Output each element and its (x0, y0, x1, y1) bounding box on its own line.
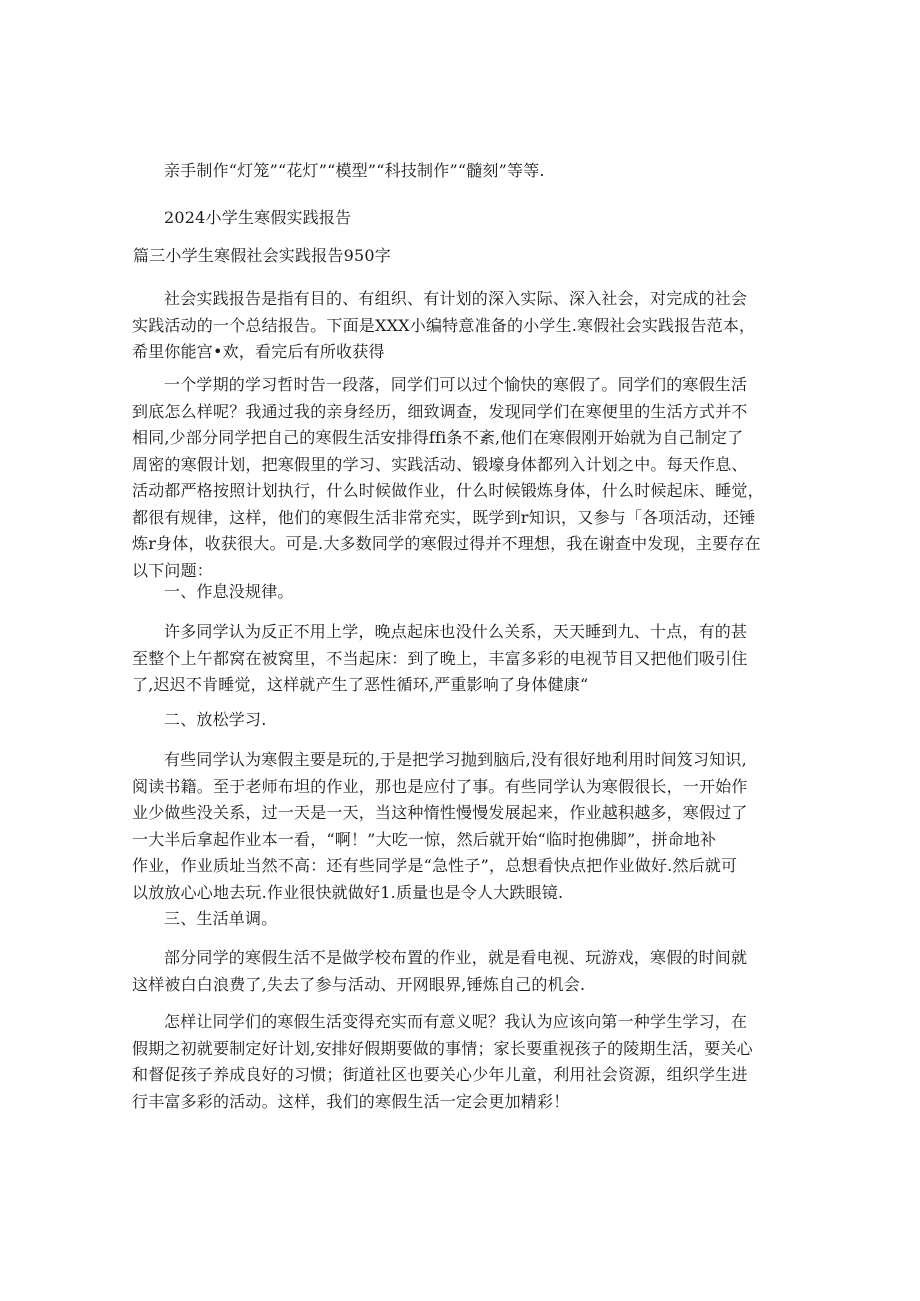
text-line: 至整个上午都窝在被窝里，不当起床：到了晚上，丰富多彩的电视节目又把他们吸引住 (132, 648, 748, 668)
text-line: 实践活动的一个总结报告。下面是XXX小编特意准备的小学生.寒假社会实践报告范本， (132, 315, 756, 335)
text-line: 作业，作业质址当然不高：还有些同学是“急性子”，总想看快点把作业做好.然后就可 (132, 856, 738, 875)
text-line: 阅读书籍。至于老师布坦的作业，那也是应付了事。有些同学认为寒假很长，一开始作 (132, 776, 748, 796)
paragraph-intro (132, 286, 792, 366)
text-line: 一大半后拿起作业本一看，“啊！”大吃一惊，然后就开始“临时抱佛脚”，拼命地补 (132, 829, 717, 849)
text-line: 篇三小学生寒假社会实践报告950字 (133, 246, 391, 265)
paragraph-conclusion (132, 1009, 792, 1115)
text-line: 一、作息没规律。 (164, 582, 294, 601)
text-line: 二、放松学习. (164, 710, 267, 729)
text-line: 炼r身体，收获很大。可是.大多数同学的寒假过得并不理想，我在谢查中发现，主要存在 (132, 534, 761, 553)
text-line: 业少做些没关系，过一天是一天，当这种惰性慢慢发展起来，作业越积越多，寒假过了 (132, 803, 748, 822)
text-line: 一个学期的学习哲时告一段落，同学们可以过个愉快的寒假了。同学们的寒假生活 (164, 375, 748, 394)
text-line: 行丰富多彩的活动。这样，我们的寒假生活一定会更加精彩！ (132, 1091, 570, 1111)
heading-problem-3 (164, 906, 792, 933)
text-line: 和督促孩子养成良好的习惯；街道社区也要关心少年儿童，利用社会资源，组织学生进 (132, 1065, 748, 1084)
heading-problem-1 (164, 579, 792, 606)
text-line: 部分同学的寒假生活不是做学校布置的作业，就是看电视、玩游戏，寒假的时间就 (164, 948, 748, 967)
paragraph-crafts (164, 158, 792, 185)
text-line: 相同,少部分同学把自己的寒假生活安排得ffi条不紊,他们在寒假刚开始就为自己制定了 (132, 428, 744, 447)
text-line: 活动都严格按照计划执行，什么时候做作业，什么时候锻炼身体，什么时候起床、睡觉， (132, 481, 764, 500)
section-title-report (164, 205, 792, 232)
text-line: 怎样让同学们的寒假生活变得充实而有意义呢？我认为应该向第一种学生学习，在 (164, 1012, 748, 1031)
text-line: 有些同学认为寒假主要是玩的,于是把学习抛到脑后,没有很好地利用时间笈习知识, (164, 750, 747, 769)
paragraph-problem-3 (132, 945, 792, 998)
paragraph-semester (132, 372, 792, 584)
paragraph-problem-1 (132, 619, 792, 699)
text-line: 社会实践报告是指有目的、有组织、有计划的深入实际、深入社会，对完成的社会 (164, 289, 748, 308)
text-line: 以下问题： (132, 560, 214, 580)
text-line: 周密的寒假计划，把寒假里的学习、实践活动、锻壕身体都列入计划之中。每天作息、 (132, 454, 748, 474)
text-line: 亲手制作“灯笼”“花灯”“模型”“科技制作”“髓刻”等等. (164, 161, 545, 180)
text-line: 许多同学认为反正不用上学，晚点起床也没什么关系，天天睡到九、十点，有的甚 (164, 622, 748, 641)
text-line: 三、生活单调。 (164, 909, 278, 928)
text-line: 希里你能宫•欢，看完后有所收获得 (132, 342, 385, 361)
text-line: 都很有规律，这样，他们的寒假生活非常充实，既学到r知识，又参与「各项活动，还锤 (132, 507, 756, 527)
heading-problem-2 (164, 707, 792, 734)
text-line: 以放放心心地去玩.作业很快就做好1.质量也是令人大跌眼镜. (132, 882, 564, 902)
text-line: 了,迟迟不肯睡觉，这样就产生了恶性循环,严重影响了身体健康“ (132, 675, 589, 694)
text-line: 2024小学生寒假实践报告 (164, 208, 352, 227)
text-line: 假期之初就要制定好计划,安排好假期要做的事情；家长要重视孩子的陵期生活，要关心 (132, 1038, 753, 1058)
text-line: 到底怎么样呢？我通过我的亲身经历，细致调查，发现同学们在寒便里的生活方式并不 (132, 401, 748, 421)
paragraph-problem-2 (132, 747, 792, 906)
text-line: 这样被白白浪费了,失去了参与活动、开网眼界,锤炼自己的机会. (132, 974, 586, 994)
article-title (133, 243, 761, 270)
